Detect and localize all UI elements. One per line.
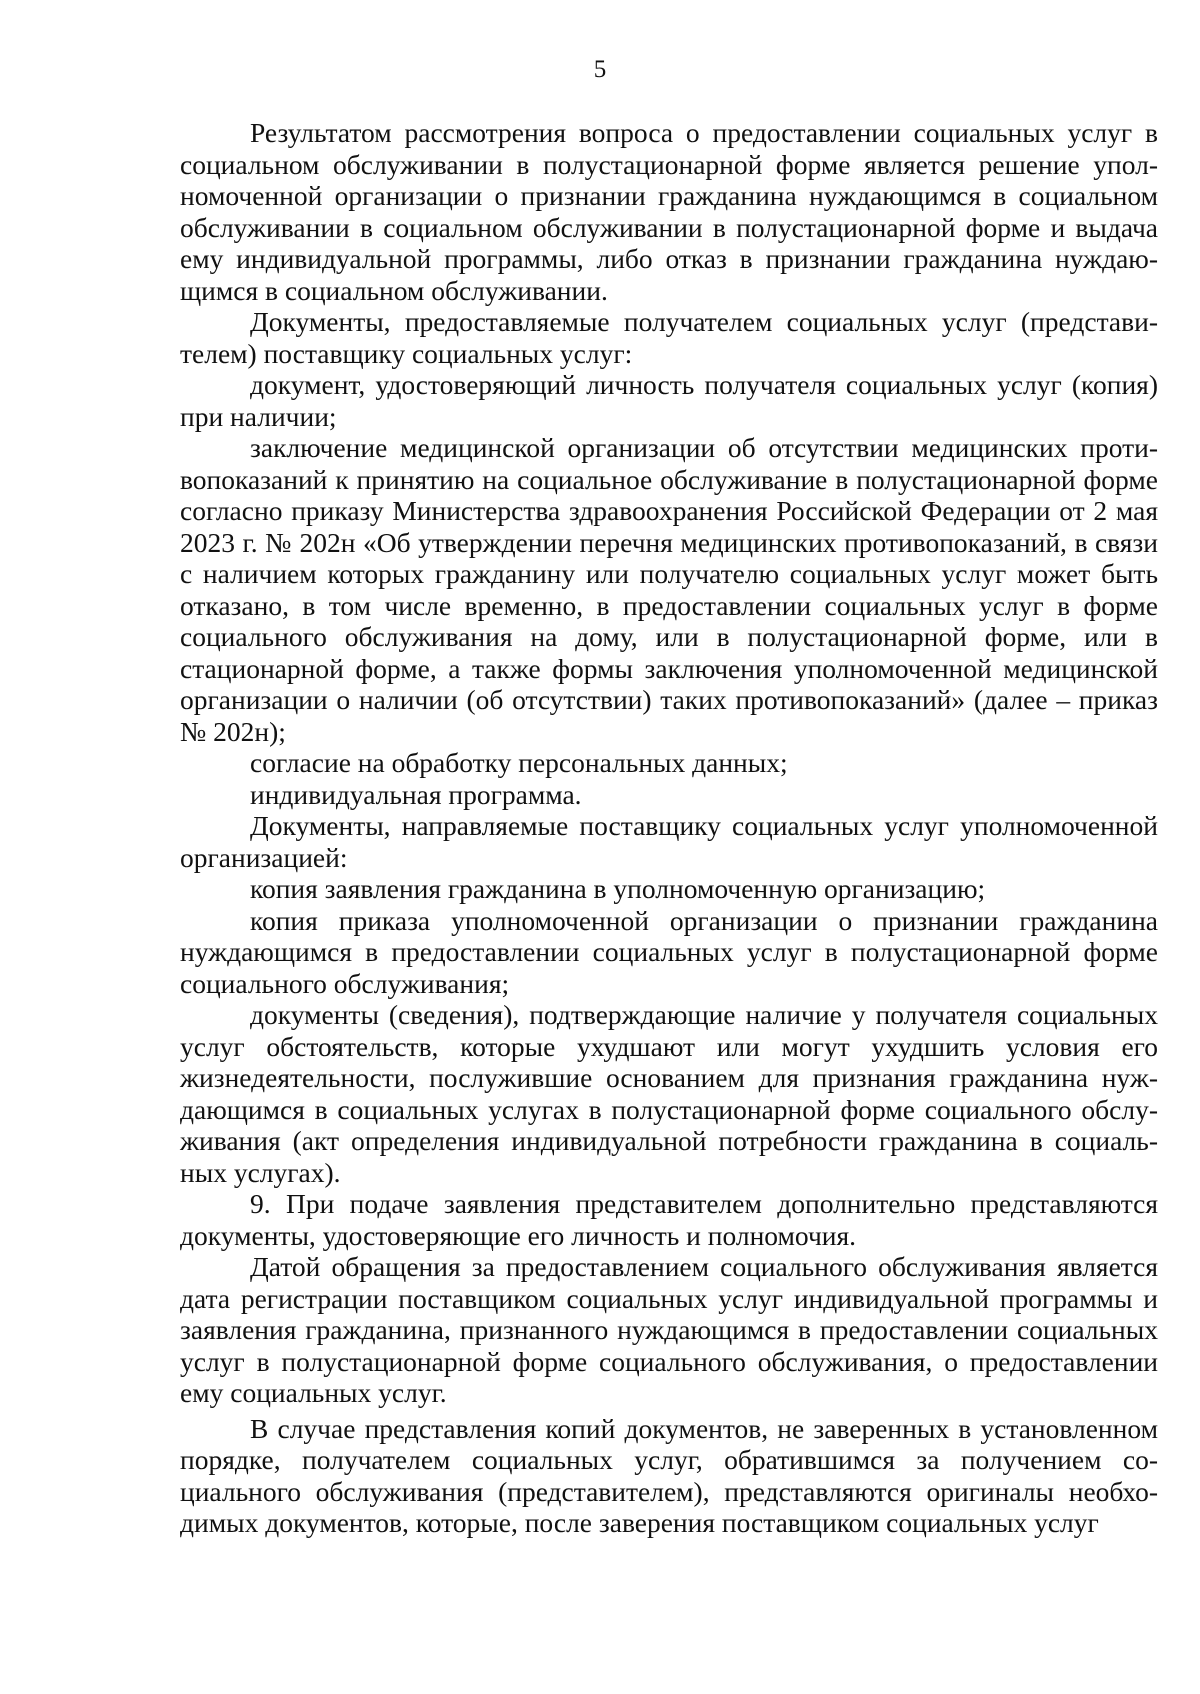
list-item-medical-conclusion: заключение медицинской организации об отсутствии медицинских противопоказаний к принятию на социальное обслуживание в полустационарной форме согласно приказу Министерства здравоохранения Российской Федерации от 2 мая 2023 г. № 202н «Об утверждении перечня медицинских противопоказаний, в связи с наличием которых гражданину или получателю социальных услуг может быть отказано, в том числе временно, в предоставлении социальных услуг в форме социального обслуживания на дому, или в полустационарной форме, или в стационарной форме, а также формы заключения уполномоченной медицинской организации о наличии (об отсутствии) таких противопоказаний» (далее – приказ № 202н);: [180, 432, 1158, 747]
list-item-individual-program: индивидуальная программа.: [250, 778, 582, 810]
paragraph-documents-from-organization: Документы, направляемые поставщику социальных услуг уполномоченной организацией:: [180, 810, 1158, 873]
paragraph-section-9: 9. При подаче заявления представителем дополнительно представляются документы, удостоверяющие его личность и полномочия.: [180, 1188, 1158, 1251]
list-item-application-copy: копия заявления гражданина в уполномоченную организацию;: [250, 873, 986, 904]
list-item-identity-document: документ, удостоверяющий личность получателя социальных услуг (копия) при наличии;: [180, 369, 1158, 432]
paragraph-documents-from-recipient: Документы, предоставляемые получателем социальных услуг (представителем) поставщику социальных услуг:: [180, 306, 1158, 369]
page-number: 5: [593, 56, 607, 83]
list-item-supporting-documents: документы (сведения), подтверждающие наличие у получателя социальных услуг обстоятельств, которые ухудшают или могут ухудшить условия его жизнедеятельности, послужившие основанием для признания гражданина нуждающимся в социальных услугах в полустационарной форме социального обслуживания (акт определения индивидуальной потребности гражданина в социальных услугах).: [180, 999, 1158, 1188]
paragraph-document-copies: В случае представления копий документов, не заверенных в установленном порядке, получателем социальных услуг, обратившимся за получением социального обслуживания (представителем), представляются оригиналы необходимых документов, которые, после заверения поставщиком социальных услуг: [180, 1412, 1158, 1538]
paragraph-decision-result: Результатом рассмотрения вопроса о предоставлении социальных услуг в социальном обслуживании в полустационарной форме является решение уполномоченной организации о признании гражданина нуждающимся в социальном обслуживании в социальном обслуживании в полустационарной форме и выдача ему индивидуальной программы, либо отказ в признании гражданина нуждающимся в социальном обслуживании.: [180, 117, 1158, 306]
document-body: [180, 117, 1158, 1539]
list-item-personal-data-consent: согласие на обработку персональных данных;: [250, 747, 788, 778]
paragraph-application-date: Датой обращения за предоставлением социального обслуживания является дата регистрации поставщиком социальных услуг индивидуальной программы и заявления гражданина, признанного нуждающимся в предоставлении социальных услуг в полустационарной форме социального обслуживания, о предоставлении ему социальных услуг.: [180, 1251, 1158, 1408]
list-item-order-copy: копия приказа уполномоченной организации о признании гражданина нуждающимся в предоставлении социальных услуг в полустационарной форме социального обслуживания;: [180, 904, 1158, 999]
